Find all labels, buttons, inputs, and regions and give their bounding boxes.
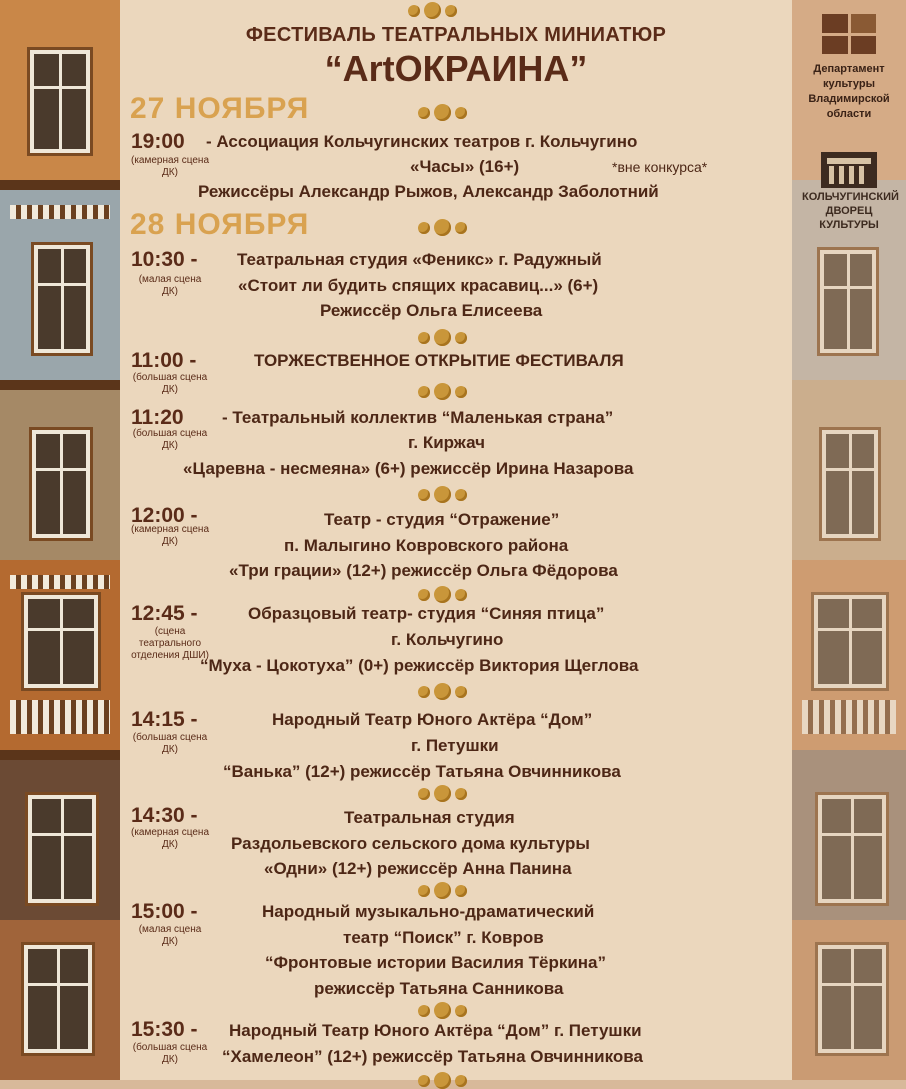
event-venue: (камерная сцена ДК) [130, 524, 210, 547]
event-time: 10:30 - [131, 248, 198, 271]
event-city: г. Кольчугино [391, 630, 504, 649]
ornament-divider [418, 1002, 467, 1019]
event-company-cont: Раздольевского сельского дома культуры [231, 834, 590, 853]
event-play: “Ванька” (12+) режиссёр Татьяна Овчинникова [223, 762, 621, 781]
day-heading-27: 27 НОЯБРЯ [130, 92, 310, 125]
ornament-divider [418, 785, 467, 802]
event-play: «Одни» (12+) режиссёр Анна Панина [264, 859, 572, 878]
ornament-divider [418, 219, 467, 236]
event-director: режиссёр Татьяна Санникова [314, 979, 564, 998]
event-venue: (большая сцена ДК) [132, 1042, 208, 1065]
palace-logo [802, 150, 899, 232]
event-time: 15:30 - [131, 1018, 198, 1041]
event-company: - Ассоциация Кольчугинских театров г. Кольчугино [206, 132, 638, 151]
ornament-divider [418, 329, 467, 346]
event-play: “Муха - Цокотуха” (0+) режиссёр Виктория Щеглова [200, 656, 639, 675]
event-note: *вне конкурса* [612, 159, 708, 175]
palace-name: КОЛЬЧУГИНСКИЙ ДВОРЕЦ КУЛЬТУРЫ [802, 191, 899, 231]
event-time: 12:00 - [131, 504, 198, 527]
ornament-divider [418, 104, 467, 121]
event-time: 15:00 - [131, 900, 198, 923]
left-facade-decoration [0, 0, 120, 1080]
event-play: “Хамелеон” (12+) режиссёр Татьяна Овчинникова [222, 1047, 643, 1066]
event-play: “Фронтовые истории Василия Тёркина” [265, 953, 607, 972]
day-heading-28: 28 НОЯБРЯ [130, 208, 310, 241]
event-time: 11:20 [131, 406, 184, 429]
event-venue: (малая сцена ДК) [138, 924, 202, 947]
event-company: Народный Театр Юного Актёра “Дом” [272, 710, 593, 729]
event-director: Режиссёр Ольга Елисеева [320, 301, 543, 320]
palace-building-icon [819, 150, 879, 190]
event-company: Театральная студия [344, 808, 515, 827]
event-play: «Стоит ли будить спящих красавиц...» (6+) [238, 276, 599, 295]
event-venue: (камерная сцена ДК) [130, 827, 210, 850]
event-play: «Часы» (16+) [410, 157, 520, 176]
ornament-divider [418, 683, 467, 700]
event-venue: (большая сцена ДК) [132, 732, 208, 755]
event-venue: (большая сцена ДК) [132, 372, 208, 395]
ornament-divider [418, 1072, 467, 1089]
event-company-cont: театр “Поиск” г. Ковров [343, 928, 544, 947]
event-venue: (камерная сцена ДК) [130, 155, 210, 178]
event-play: «Три грации» (12+) режиссёр Ольга Фёдорова [229, 561, 618, 580]
department-emblem-icon [822, 14, 876, 54]
event-director: Режиссёры Александр Рыжов, Александр Заболотний [198, 182, 659, 201]
event-opening: ТОРЖЕСТВЕННОЕ ОТКРЫТИЕ ФЕСТИВАЛЯ [254, 351, 624, 370]
event-time: 19:00 [131, 130, 185, 153]
event-time: 11:00 - [131, 349, 197, 372]
event-company: Театральная студия «Феникс» г. Радужный [237, 250, 602, 269]
event-city: г. Киржач [408, 433, 485, 452]
event-company: Образцовый театр- студия “Синяя птица” [248, 604, 605, 623]
ornament-divider [418, 586, 467, 603]
event-company: - Театральный коллектив “Маленькая страна” [222, 408, 614, 427]
event-city: п. Малыгино Ковровского района [284, 536, 569, 555]
event-venue: (малая сцена ДК) [138, 274, 202, 297]
festival-name: “ArtОКРАИНА” [324, 48, 588, 89]
festival-title: ФЕСТИВАЛЬ ТЕАТРАЛЬНЫХ МИНИАТЮР [245, 24, 667, 46]
event-company: Народный Театр Юного Актёра “Дом” г. Петушки [229, 1021, 642, 1040]
event-time: 12:45 - [131, 602, 198, 625]
top-ornament [408, 2, 457, 19]
event-venue: (большая сцена ДК) [132, 428, 208, 451]
event-company: Театр - студия “Отражение” [324, 510, 560, 529]
ornament-divider [418, 486, 467, 503]
ornament-divider [418, 383, 467, 400]
event-venue: (сцена театрального отделения ДШИ) [131, 626, 209, 661]
department-logo [802, 14, 896, 122]
department-name: Департамент культуры Владимирской области [808, 63, 890, 120]
ornament-divider [418, 882, 467, 899]
event-time: 14:30 - [131, 804, 198, 827]
event-play: «Царевна - несмеяна» (6+) режиссёр Ирина Назарова [183, 459, 634, 478]
event-company: Народный музыкально-драматический [262, 902, 595, 921]
event-city: г. Петушки [411, 736, 499, 755]
event-time: 14:15 - [131, 708, 198, 731]
